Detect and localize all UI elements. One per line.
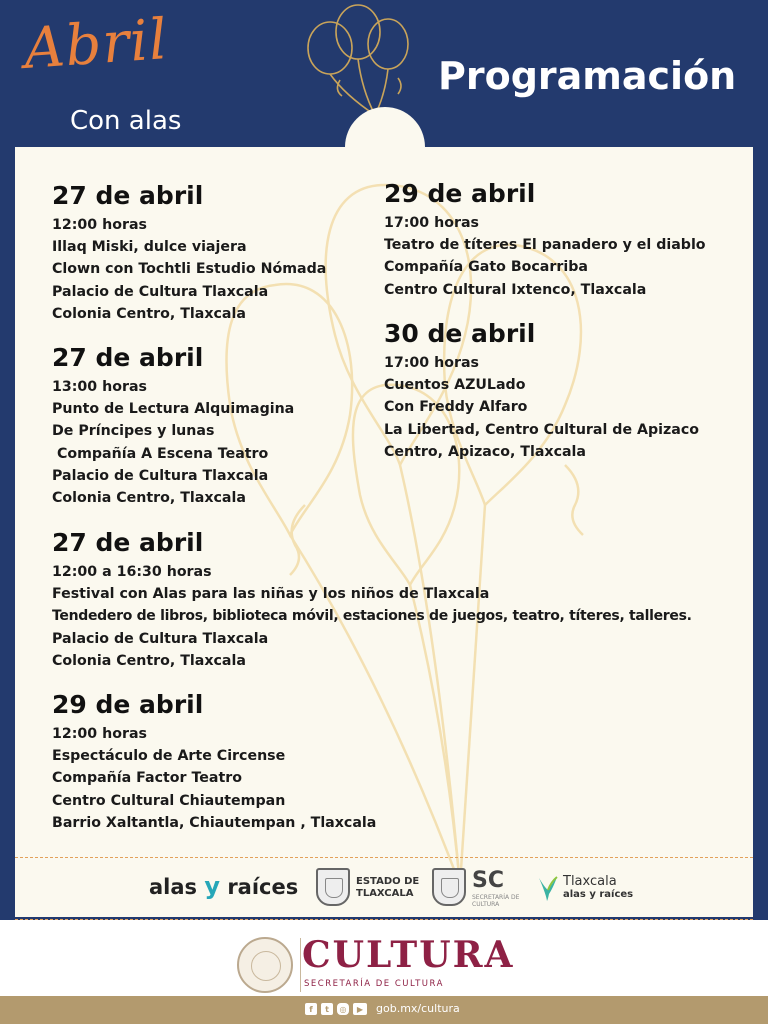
event-line: Clown con Tochtli Estudio Nómada <box>52 261 327 278</box>
social-icons <box>305 1003 367 1015</box>
programacion-title: Programación <box>438 54 737 98</box>
event-card <box>384 319 699 463</box>
event-card <box>52 181 326 325</box>
event-line: De Príncipes y lunas <box>52 423 215 440</box>
mexico-seal-icon <box>237 937 293 993</box>
facebook-icon[interactable]: f <box>305 1003 317 1015</box>
event-line: Barrio Xaltantla, Chiautempan , Tlaxcala <box>52 814 377 831</box>
event-date: 29 de abril <box>52 690 204 719</box>
event-time: 17:00 horas <box>384 355 479 371</box>
event-line: Colonia Centro, Tlaxcala <box>52 490 246 507</box>
con-alas-subtitle: Con alas <box>70 106 182 136</box>
event-line: Illaq Miski, dulce viajera <box>52 239 247 256</box>
event-line: La Libertad, Centro Cultural de Apizaco <box>384 421 700 438</box>
event-line: Colonia Centro, Tlaxcala <box>52 652 246 669</box>
event-time: 13:00 horas <box>52 379 147 395</box>
event-line: Compañía Factor Teatro <box>52 770 242 787</box>
event-date: 29 de abril <box>384 179 536 208</box>
event-time: 12:00 horas <box>52 726 147 742</box>
logos-row: alas y raíces ESTADO DE TLAXCALA SC SECRETARÍA DE CULTURA Tlaxcala alas y raíces <box>149 868 634 908</box>
event-line: Centro Cultural Ixtenco, Tlaxcala <box>384 281 647 298</box>
youtube-icon[interactable]: ▶ <box>353 1003 367 1015</box>
vertical-divider <box>300 938 301 992</box>
event-line: Palacio de Cultura Tlaxcala <box>52 630 269 647</box>
coat-of-arms-icon <box>316 868 350 906</box>
event-date: 30 de abril <box>384 319 536 348</box>
footer <box>0 996 768 1024</box>
cultura-logo-text: CULTURA <box>302 934 515 976</box>
event-card <box>384 179 706 301</box>
event-time: 12:00 horas <box>52 217 147 233</box>
event-date: 27 de abril <box>52 343 204 372</box>
event-line: Teatro de títeres El panadero y el diablo <box>384 237 706 254</box>
instagram-icon[interactable]: ◎ <box>337 1003 349 1015</box>
event-line: Palacio de Cultura Tlaxcala <box>52 283 269 300</box>
event-card <box>52 690 376 834</box>
event-line: Punto de Lectura Alquimagina <box>52 401 295 418</box>
event-line: Centro, Apizaco, Tlaxcala <box>384 443 586 460</box>
event-line: Centro Cultural Chiautempan <box>52 792 286 809</box>
event-time: 17:00 horas <box>384 215 479 231</box>
event-date: 27 de abril <box>52 528 204 557</box>
event-line: Con Freddy Alfaro <box>384 399 528 416</box>
secretaria-text: SECRETARÍA DE CULTURA <box>304 979 444 989</box>
event-time: 12:00 a 16:30 horas <box>52 564 212 580</box>
event-line: Colonia Centro, Tlaxcala <box>52 305 246 322</box>
event-line: Tendedero de libros, biblioteca móvil, estaciones de juegos, teatro, títeres, talleres. <box>52 608 692 625</box>
coat-of-arms-icon <box>432 868 466 906</box>
event-date: 27 de abril <box>52 181 204 210</box>
event-line: Compañía A Escena Teatro <box>52 445 269 462</box>
event-line: Espectáculo de Arte Circense <box>52 748 286 765</box>
website-link[interactable]: gob.mx/cultura <box>376 1002 460 1015</box>
abril-title: Abril <box>21 7 170 82</box>
event-line: Compañía Gato Bocarriba <box>384 259 588 276</box>
twitter-icon[interactable]: t <box>321 1003 333 1015</box>
event-line: Festival con Alas para las niñas y los niños de Tlaxcala <box>52 586 490 603</box>
bird-icon <box>537 874 559 902</box>
event-line: Cuentos AZULado <box>384 377 526 394</box>
event-card <box>52 343 294 509</box>
event-card <box>52 528 692 672</box>
event-line: Palacio de Cultura Tlaxcala <box>52 467 269 484</box>
alas-y-raices-logo: alas y raíces <box>149 872 299 900</box>
